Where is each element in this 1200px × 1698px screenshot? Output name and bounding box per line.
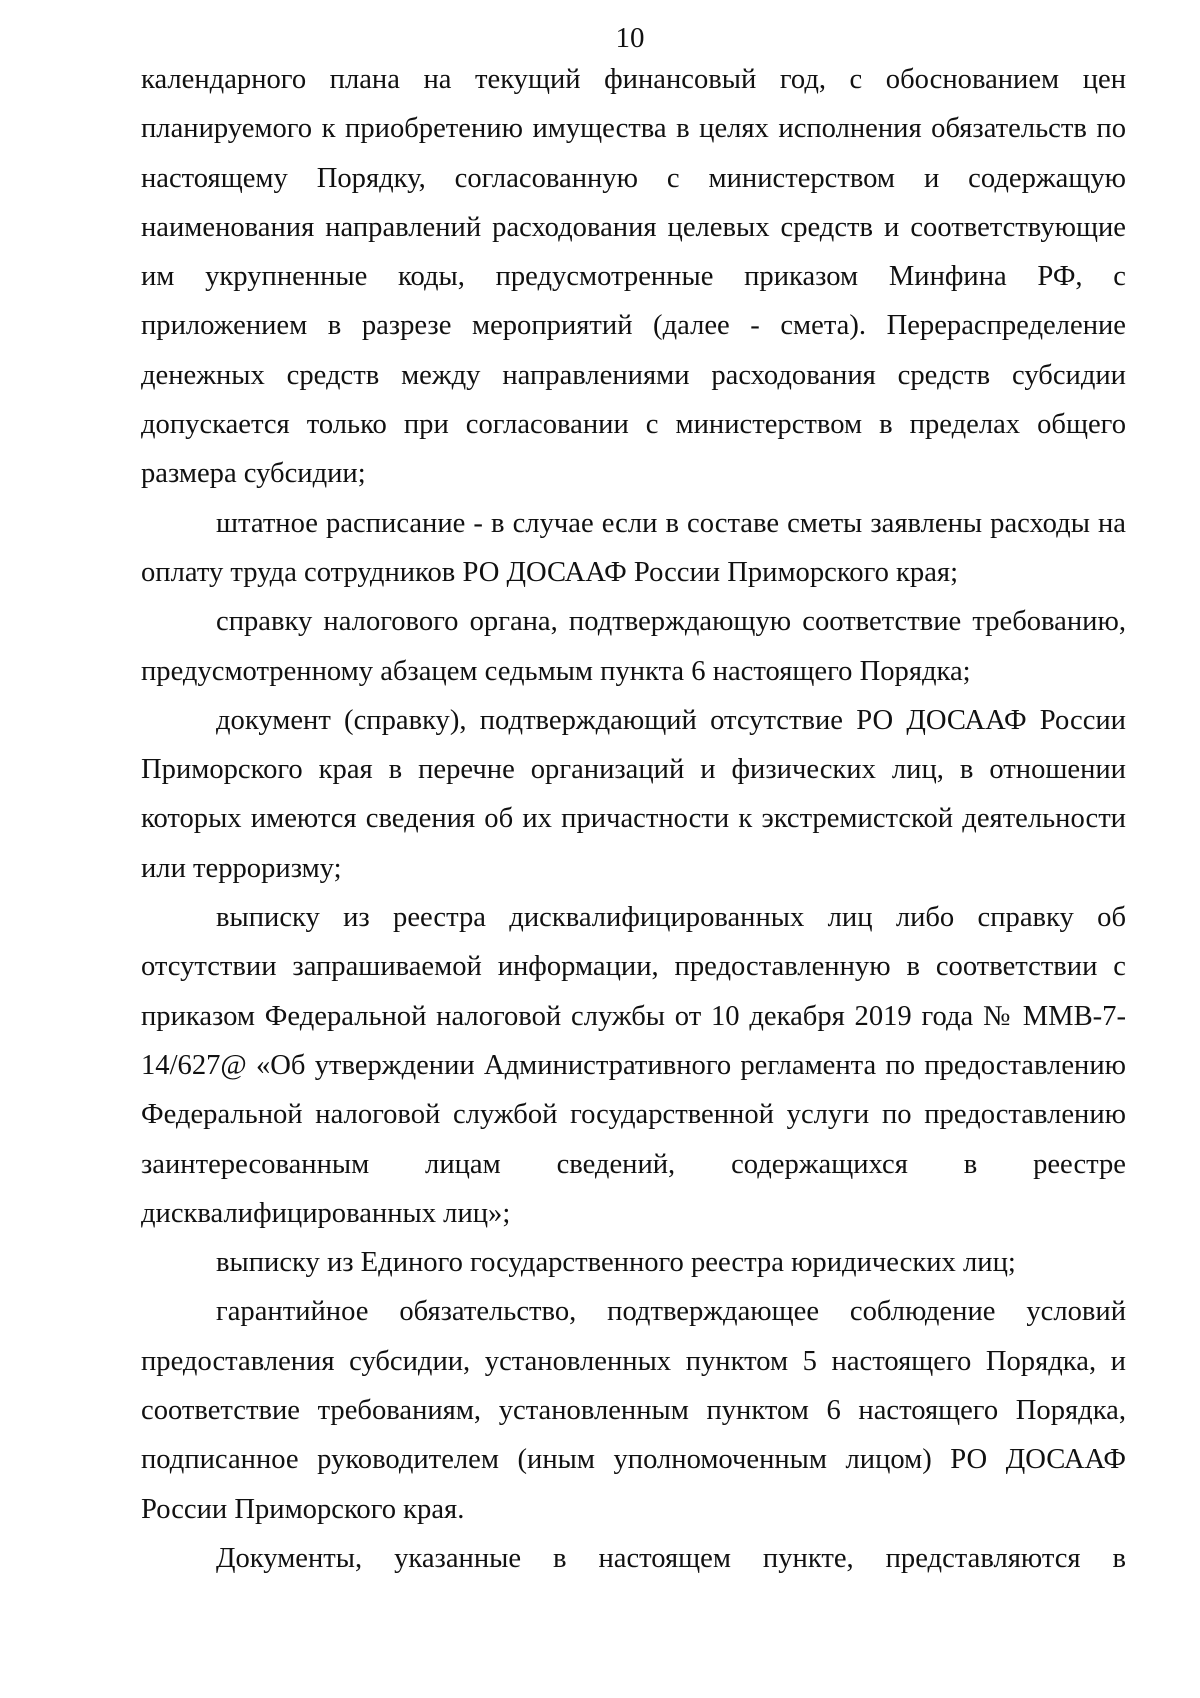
paragraph-documents-submission: Документы, указанные в настоящем пункте, представляются в bbox=[216, 1542, 1126, 1574]
paragraph-extremism-certificate: документ (справку), подтверждающий отсутствие РО ДОСААФ России Приморского края в перечне организаций и физических лиц, в отношении которых имеются сведения об их причастности к экстремистской деятельности или терроризму; bbox=[141, 704, 1126, 884]
paragraph-egrul-extract: выписку из Единого государственного реестра юридических лиц; bbox=[216, 1247, 1016, 1279]
paragraph-tax-certificate: справку налогового органа, подтверждающую соответствие требованию, предусмотренному абзацем седьмым пункта 6 настоящего Порядка; bbox=[141, 606, 1126, 687]
paragraph-staff-schedule: штатное расписание - в случае если в составе сметы заявлены расходы на оплату труда сотрудников РО ДОСААФ России Приморского края; bbox=[141, 507, 1126, 588]
page-number: 10 bbox=[615, 22, 645, 54]
paragraph-estimate-continuation: календарного плана на текущий финансовый год, с обоснованием цен планируемого к приобретению имущества в целях исполнения обязательств по настоящему Порядку, согласованную с министерством и содержащую наименования направлений расходования целевых средств и соответствующие им укрупненные коды, предусмотренные приказом Минфина РФ, с приложением в разрезе мероприятий (далее - смета). Перераспределение денежных средств между направлениями расходования средств субсидии допускается только при согласовании с министерством в пределах общего размера субсидии; bbox=[141, 64, 1126, 490]
paragraph-disqualified-registry: выписку из реестра дисквалифицированных лиц либо справку об отсутствии запрашиваемой информации, предоставленную в соответствии с приказом Федеральной налоговой службы от 10 декабря 2019 года № ММВ-7-14/627@ «Об утверждении Административного регламента по предоставлению Федеральной налоговой службой государственной услуги по предоставлению заинтересованным лицам сведений, содержащихся в реестре дисквалифицированных лиц»; bbox=[141, 902, 1126, 1229]
paragraph-guarantee-obligation: гарантийное обязательство, подтверждающее соблюдение условий предоставления субсидии, установленных пунктом 5 настоящего Порядка, и соответствие требованиям, установленным пунктом 6 настоящего Порядка, подписанное руководителем (иным уполномоченным лицом) РО ДОСААФ России Приморского края. bbox=[141, 1296, 1126, 1525]
document-body bbox=[141, 55, 1126, 1583]
